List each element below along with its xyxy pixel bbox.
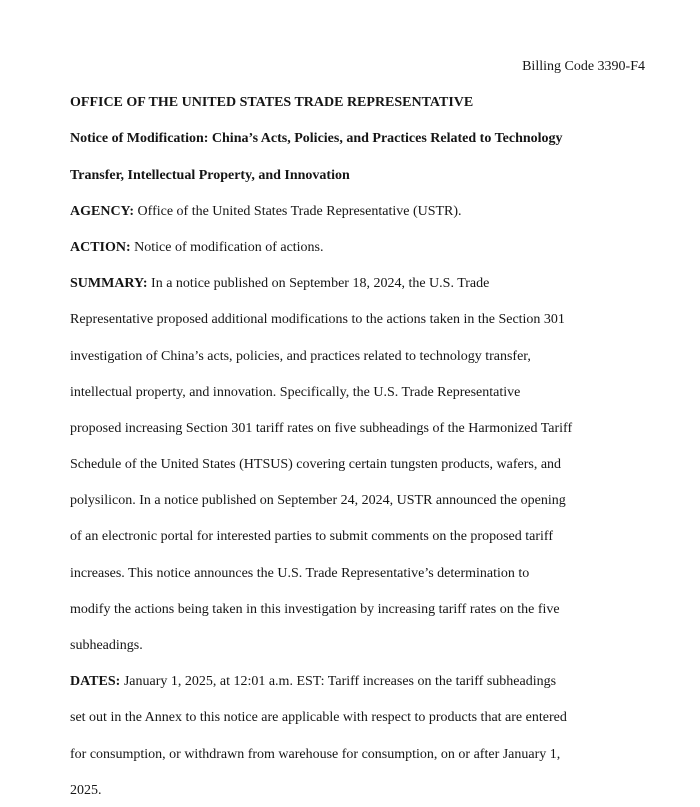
- agency-line: [70, 194, 645, 230]
- notice-title-line-2: Transfer, Intellectual Property, and Innovation: [70, 167, 350, 183]
- summary-line-8: of an electronic portal for interested parties to submit comments on the proposed tariff: [70, 529, 553, 545]
- summary-line-10: modify the actions being taken in this investigation by increasing tariff rates on the five: [70, 601, 560, 617]
- action-text: Notice of modification of actions.: [134, 239, 324, 255]
- billing-code: Billing Code 3390-F4: [522, 59, 645, 74]
- summary-line-3: investigation of China’s acts, policies, and practices related to technology transfer,: [70, 348, 531, 364]
- summary-line-5: proposed increasing Section 301 tariff rates on five subheadings of the Harmonized Tariff: [70, 420, 573, 436]
- summary-label: SUMMARY:: [70, 276, 148, 292]
- dates-line-4: 2025.: [70, 782, 102, 798]
- dates-line-3: for consumption, or withdrawn from warehouse for consumption, on or after January 1,: [70, 746, 561, 762]
- summary-line-11: subheadings.: [70, 638, 143, 653]
- action-label: ACTION:: [70, 239, 131, 255]
- agency-heading: OFFICE OF THE UNITED STATES TRADE REPRESENTATIVE: [70, 95, 474, 111]
- dates-line-1: [70, 664, 645, 700]
- dates-text-first: January 1, 2025, at 12:01 a.m. EST: Tariff increases on the tariff subheadings: [123, 674, 557, 690]
- summary-line-9: increases. This notice announces the U.S. Trade Representative’s determination to: [70, 565, 530, 581]
- summary-line-6: Schedule of the United States (HTSUS) covering certain tungsten products, wafers, and: [70, 457, 562, 473]
- summary-line-1: [70, 266, 645, 302]
- dates-line-2: set out in the Annex to this notice are applicable with respect to products that are entered: [70, 710, 567, 726]
- summary-line-7: polysilicon. In a notice published on September 24, 2024, USTR announced the opening: [70, 493, 566, 509]
- action-line: [70, 230, 645, 266]
- summary-line-2: Representative proposed additional modifications to the actions taken in the Section 301: [70, 312, 565, 328]
- agency-label: AGENCY:: [70, 203, 135, 219]
- summary-line-4: intellectual property, and innovation. Specifically, the U.S. Trade Representative: [70, 384, 521, 400]
- summary-text-first: In a notice published on September 18, 2024, the U.S. Trade: [151, 276, 490, 292]
- dates-label: DATES:: [70, 674, 121, 690]
- notice-title-line-1: Notice of Modification: China’s Acts, Policies, and Practices Related to Technology: [70, 131, 563, 147]
- agency-text: Office of the United States Trade Representative (USTR).: [137, 203, 462, 219]
